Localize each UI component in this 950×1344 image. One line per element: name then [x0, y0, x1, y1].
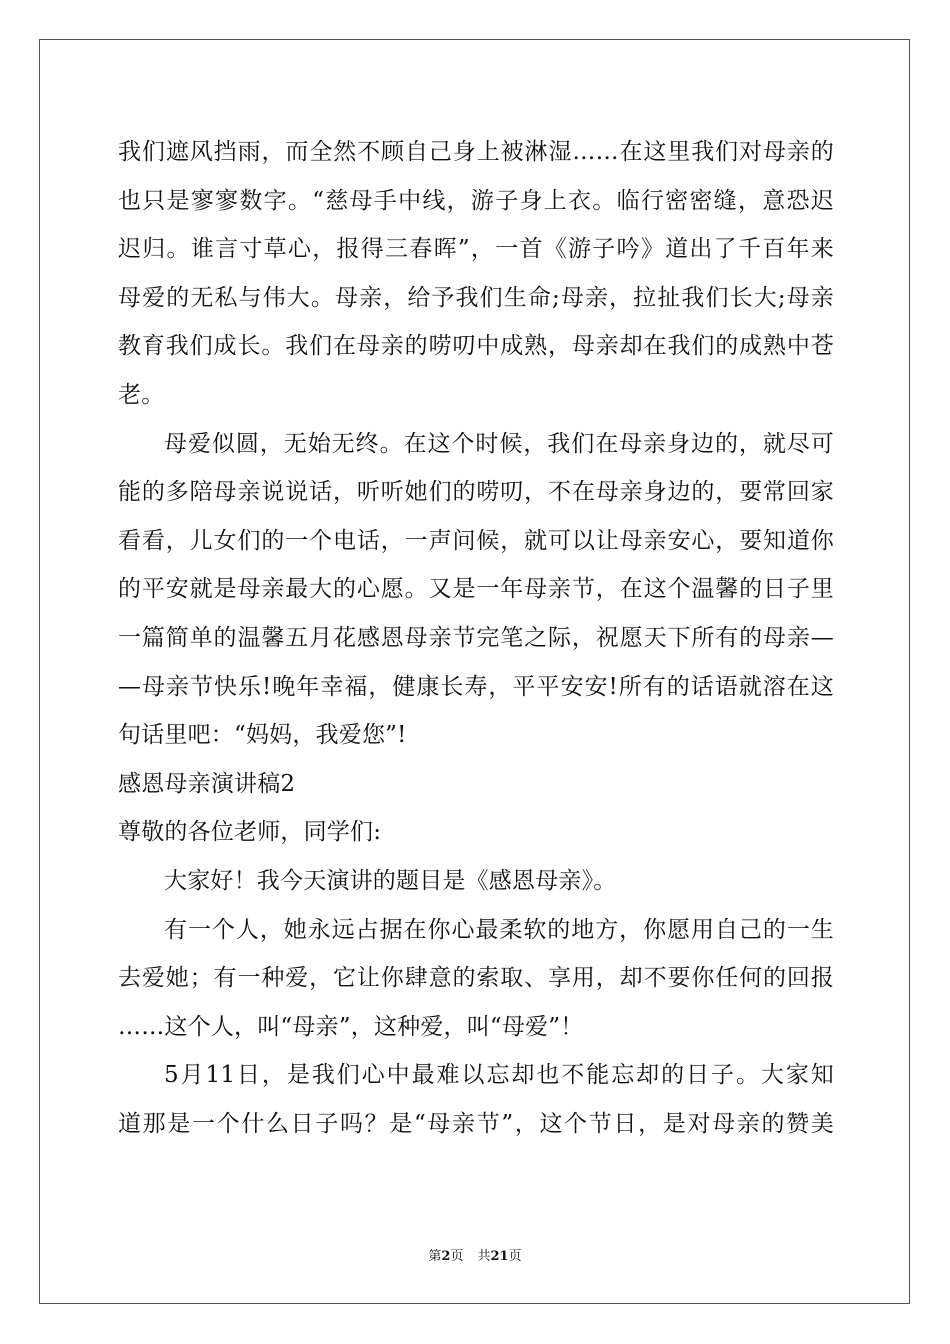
text-line: 有一个人，她永远占据在你心最柔软的地方，你愿用自己的一生 [164, 916, 834, 943]
text-line: 句话里吧：“妈妈，我爱您”! [118, 722, 407, 749]
text-line: 道那是一个什么日子吗？是“母亲节”，这个节日，是对母亲的赞美 [118, 1110, 834, 1137]
text-line: 也只是寥寥数字。“慈母手中线，游子身上衣。临行密密缝，意恐迟 [118, 187, 834, 214]
page-footer [0, 1248, 950, 1266]
footer-total-suffix: 页 [508, 1249, 522, 1264]
text-line: 大家好！我今天演讲的题目是《感恩母亲》。 [164, 867, 617, 894]
footer-page-suffix: 页 [450, 1249, 464, 1264]
section-heading: 感恩母亲演讲稿2 [118, 770, 296, 797]
salutation: 尊敬的各位老师，同学们: [118, 819, 382, 846]
text-line: 我们遮风挡雨，而全然不顾自己身上被淋湿……在这里我们对母亲的 [118, 139, 834, 165]
text-line: 教育我们成长。我们在母亲的唠叨中成熟，母亲却在我们的成熟中苍 [118, 333, 834, 360]
text-line: ……这个人，叫“母亲”，这种爱，叫“母爱”！ [118, 1013, 584, 1040]
text-line: —母亲节快乐!晚年幸福，健康长寿，平平安安!所有的话语就溶在这 [118, 673, 834, 700]
footer-prefix: 第 [428, 1249, 442, 1264]
text-line: 去爱她；有一种爱，它让你肆意的索取、享用，却不要你任何的回报 [118, 965, 834, 992]
text-line: 能的多陪母亲说说话，听听她们的唠叨，不在母亲身边的，要常回家 [118, 479, 834, 506]
text-line: 一篇简单的温馨五月花感恩母亲节完笔之际，祝愿天下所有的母亲— [118, 624, 834, 651]
footer-total-prefix: 共 [477, 1249, 491, 1264]
text-line: 的平安就是母亲最大的心愿。又是一年母亲节，在这个温馨的日子里 [118, 576, 834, 603]
text-line: 看看，儿女们的一个电话，一声问候，就可以让母亲安心，要知道你 [118, 527, 834, 554]
text-line: 迟归。谁言寸草心，报得三春晖”，一首《游子吟》道出了千百年来 [118, 236, 834, 263]
text-line: 5月11日，是我们心中最难以忘却也不能忘却的日子。大家知 [164, 1062, 834, 1089]
text-line: 母爱似圆，无始无终。在这个时候，我们在母亲身边的，就尽可 [164, 430, 834, 457]
page-number: 2 [441, 1249, 451, 1264]
document-body [118, 128, 834, 1148]
text-line: 老。 [118, 381, 165, 408]
total-pages: 21 [490, 1249, 509, 1264]
text-line: 母爱的无私与伟大。母亲，给予我们生命;母亲，拉扯我们长大;母亲 [118, 284, 834, 311]
